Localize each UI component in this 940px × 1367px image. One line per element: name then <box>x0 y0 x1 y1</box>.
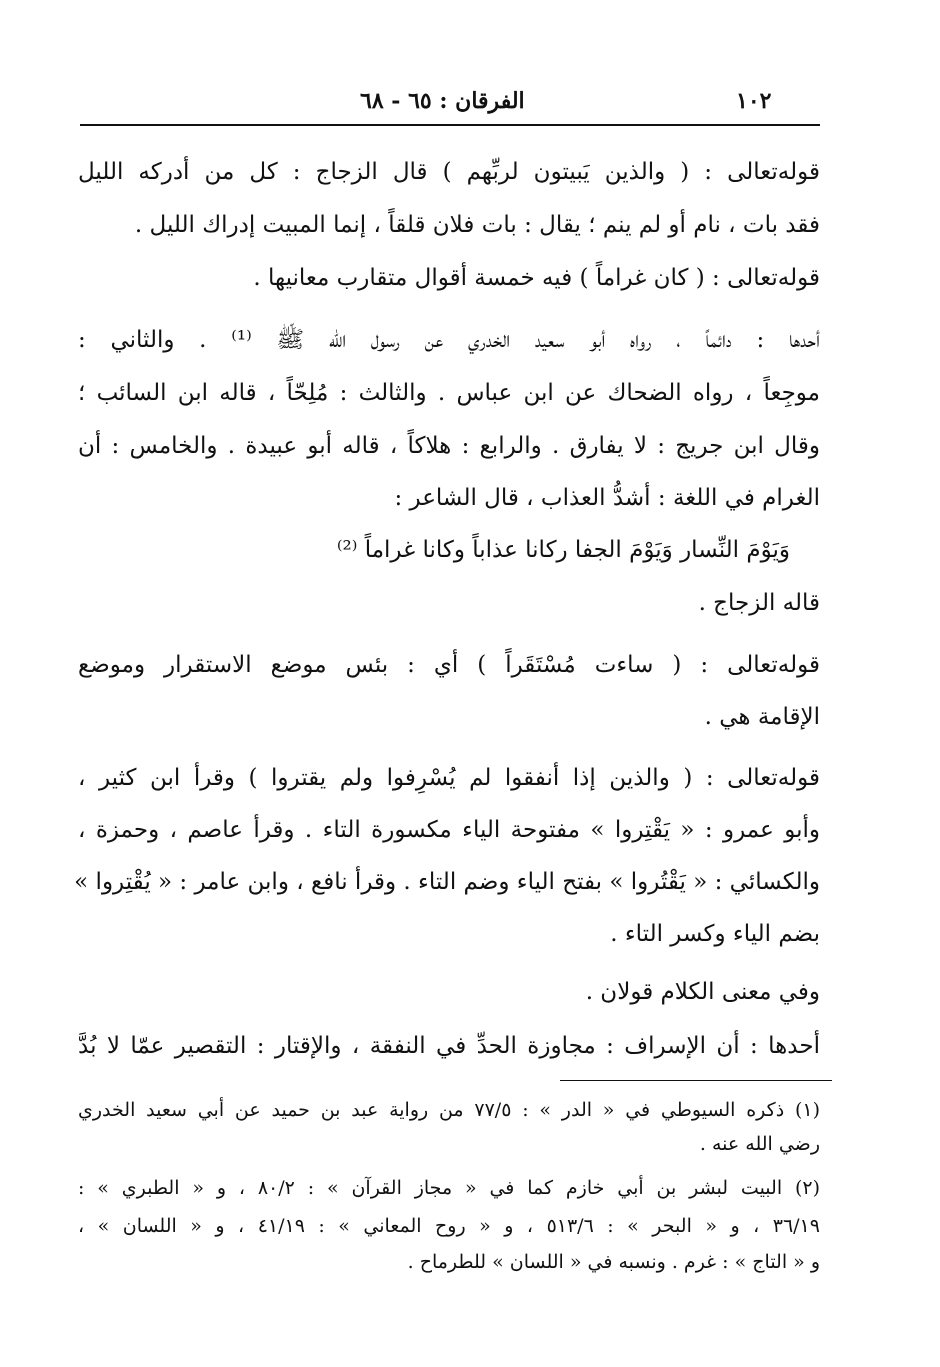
body-line: قوله‌تعالى : ( والذين إذا أنفقوا لم يُسْرِفوا ولم يقتروا ) وقرأ ابن كثير ، <box>78 765 820 791</box>
footnote-line: ٣٦/١٩ ، و « البحر » : ٥١٣/٦ ، و « روح المعاني » : ٤١/١٩ ، و « اللسان » ، <box>78 1215 820 1237</box>
body-line: الإقامة هي . <box>704 704 820 730</box>
page-number: ١٠٢ <box>736 88 772 114</box>
body-line: أحدها : أن الإسراف : مجاوزة الحدِّ في النفقة ، والإقتار : التقصير عمّا لا بُدَّ <box>78 1033 820 1059</box>
body-line: وفي معنى الكلام قولان . <box>585 979 820 1005</box>
footnote-line: و « التاج » : غرم . ونسبه في « اللسان » للطرماح . <box>407 1251 820 1273</box>
body-line: موجِعاً ، رواه الضحاك عن ابن عباس . والثالث : مُلِحّاً ، قاله ابن السائب ؛ <box>78 380 820 406</box>
body-line: وأبو عمرو : « يَقْتِروا » مفتوحة الياء مكسورة التاء . وقرأ عاصم ، وحمزة ، <box>78 817 820 843</box>
body-line: بضم الياء وكسر التاء . <box>610 921 820 947</box>
poetry-verse: وَيَوْمَ النِّسار وَيَوْمَ الجفا ركانا عذاباً وكانا غراماً ⁽²⁾ <box>336 537 790 563</box>
body-line: فقد بات ، نام أو لم ينم ؛ يقال : بات فلان قلقاً ، إنما المبيت إدراك الليل . <box>134 212 820 238</box>
body-line: قوله‌تعالى : ( والذين يَبيتون لربِّهم ) قال الزجاج : كل من أدركه الليل <box>78 159 820 185</box>
footnote-rule <box>560 1080 832 1081</box>
body-line: قوله‌تعالى : ( كان غراماً ) فيه خمسة أقوال متقارب معانيها . <box>253 265 820 291</box>
body-line: قاله الزجاج . <box>698 590 820 616</box>
body-line: والكسائي : « يَقْتُروا » بفتح الياء وضم التاء . وقرأ نافع ، وابن عامر : « يُقْتِروا » <box>74 869 820 895</box>
body-line: أحدها : دائماً ، رواه أبو سعيد الخدري عن رسول الله ﷺ ⁽¹⁾ . والثاني : <box>78 327 820 353</box>
body-line: وقال ابن جريج : لا يفارق . والرابع : هلاكاً ، قاله أبو عبيدة . والخامس : أن <box>78 433 820 459</box>
footnote-line: (٢) البيت لبشر بن أبي خازم كما في « مجاز القرآن » : ٨٠/٢ ، و « الطبري » : <box>78 1177 821 1199</box>
body-line: قوله‌تعالى : ( ساءت مُسْتَقَراً ) أي : بئس موضع الاستقرار وموضع <box>78 652 820 678</box>
footnote-line: رضي الله عنه . <box>699 1133 820 1155</box>
header-rule <box>80 124 820 126</box>
running-title: الفرقان : ٦٥ - ٦٨ <box>360 88 525 114</box>
footnote-line: (١) ذكره السيوطي في « الدر » : ٧٧/٥ من رواية عبد بن حميد عن أبي سعيد الخدري <box>78 1099 821 1121</box>
body-line: الغرام في اللغة : أشدُّ العذاب ، قال الشاعر : <box>394 485 820 511</box>
